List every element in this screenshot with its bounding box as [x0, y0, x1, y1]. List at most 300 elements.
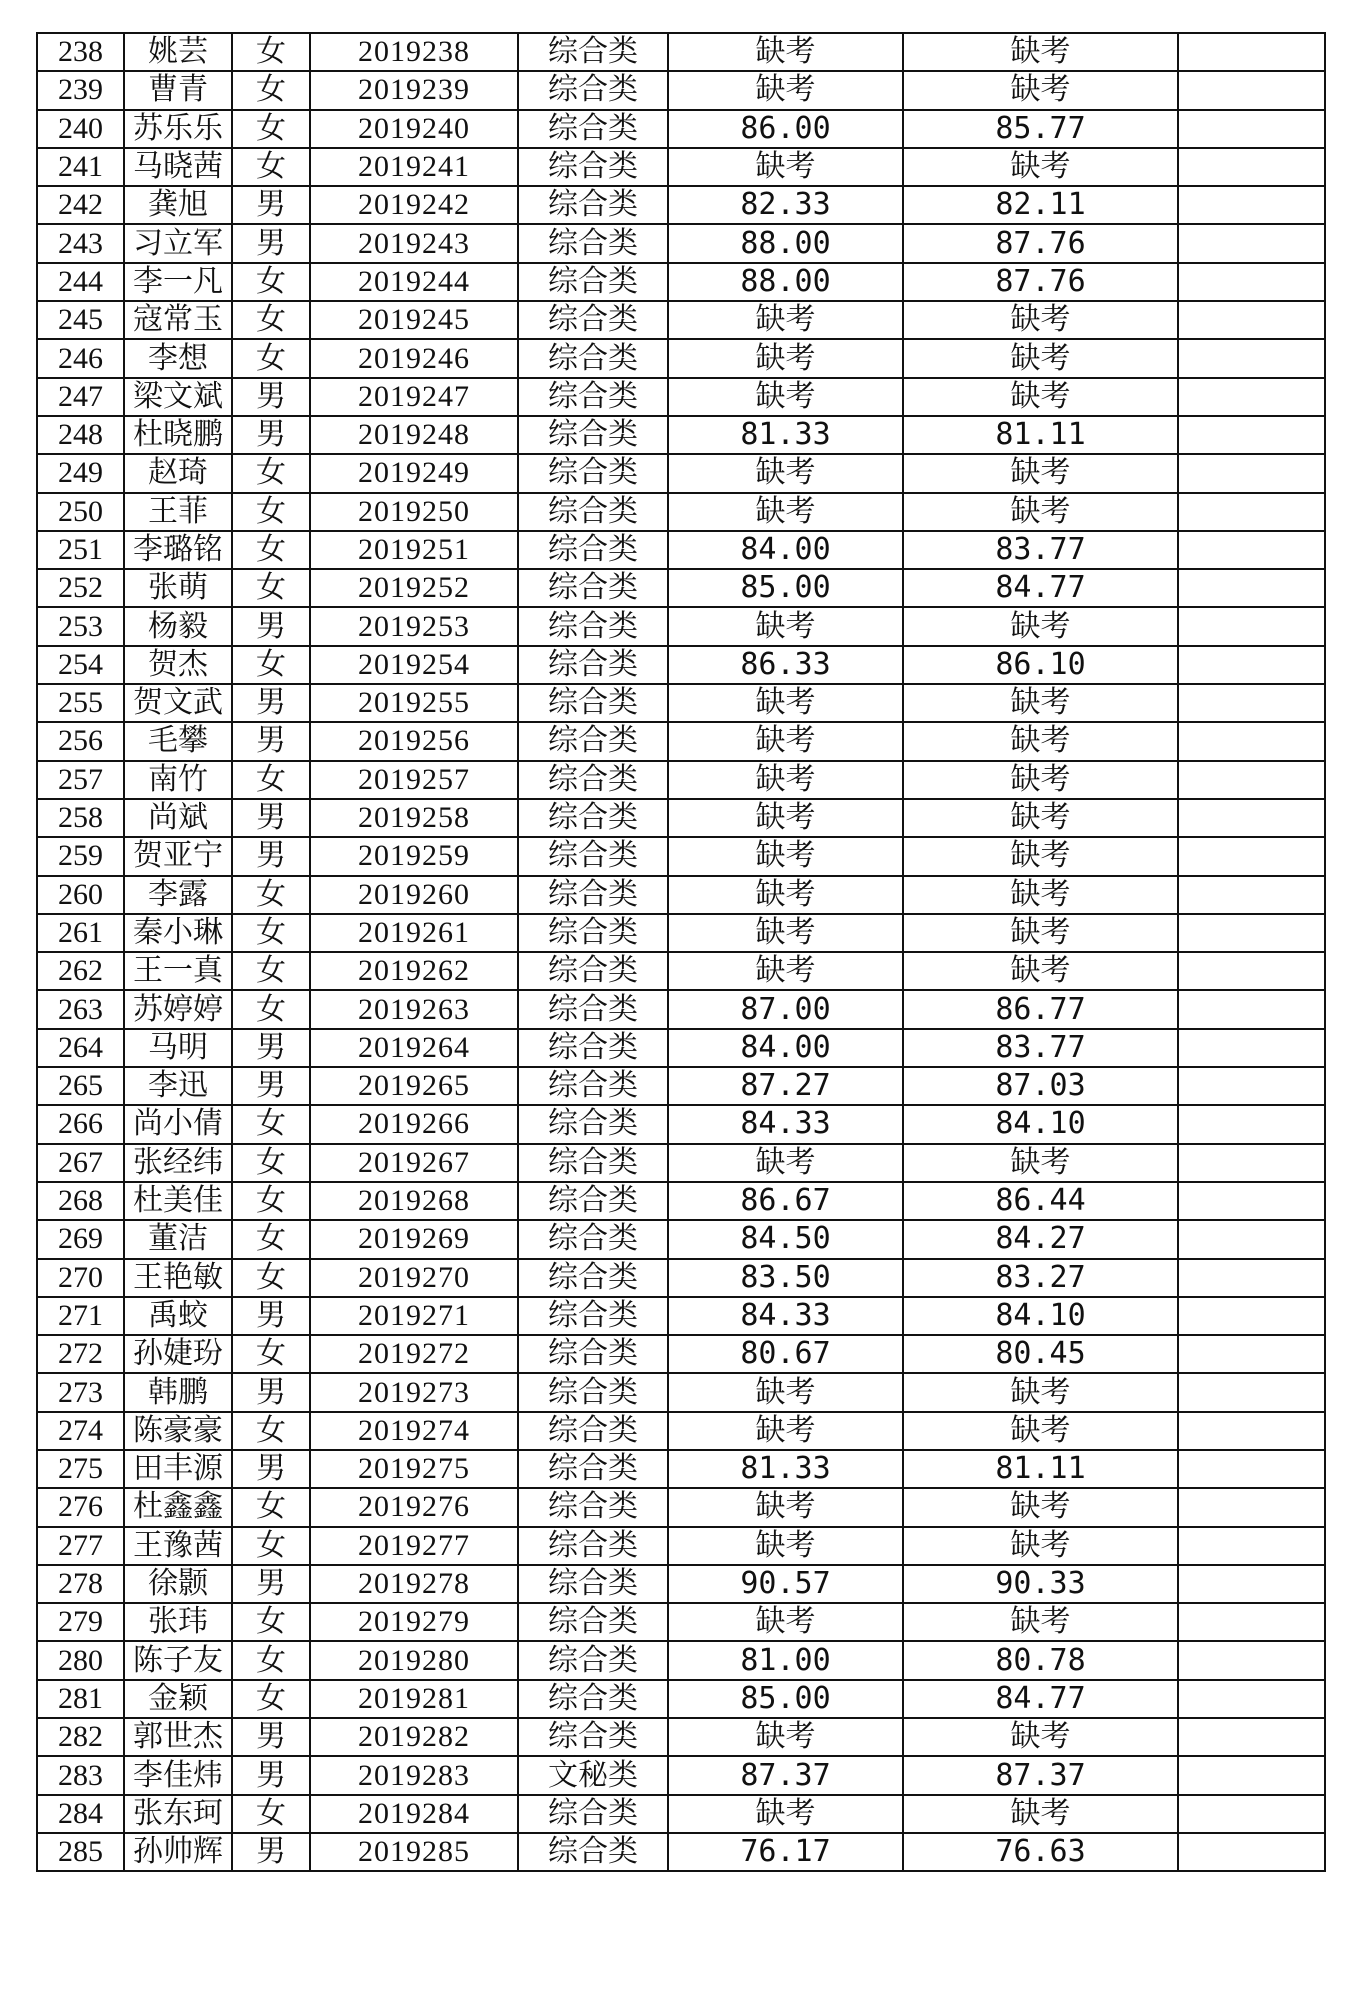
remark-cell: [1178, 1603, 1325, 1641]
table-row: [37, 1795, 1325, 1833]
remark-cell: [1178, 1756, 1325, 1794]
gender-cell: 男: [232, 1718, 310, 1756]
table-row: [37, 378, 1325, 416]
remark-cell: [1178, 339, 1325, 377]
table-row: [37, 1105, 1325, 1143]
exam-id-cell: 2019272: [310, 1335, 518, 1373]
score-cell: 85.00: [668, 569, 903, 607]
final-score-cell: 85.77: [903, 110, 1178, 148]
exam-id-cell: 2019252: [310, 569, 518, 607]
exam-id-cell: 2019260: [310, 876, 518, 914]
score-cell: 缺考: [668, 71, 903, 109]
gender-cell: 女: [232, 1259, 310, 1297]
category-cell: 综合类: [518, 493, 668, 531]
name-cell: 习立军: [124, 224, 232, 262]
row-number-cell: 251: [37, 531, 124, 569]
final-score-cell: 缺考: [903, 876, 1178, 914]
name-cell: 毛攀: [124, 722, 232, 760]
exam-id-cell: 2019270: [310, 1259, 518, 1297]
score-cell: 缺考: [668, 301, 903, 339]
category-cell: 综合类: [518, 224, 668, 262]
score-cell: 缺考: [668, 722, 903, 760]
final-score-cell: 87.03: [903, 1067, 1178, 1105]
name-cell: 禹蛟: [124, 1297, 232, 1335]
score-cell: 90.57: [668, 1565, 903, 1603]
name-cell: 金颖: [124, 1680, 232, 1718]
name-cell: 苏乐乐: [124, 110, 232, 148]
table-row: [37, 110, 1325, 148]
name-cell: 张经纬: [124, 1144, 232, 1182]
score-cell: 82.33: [668, 186, 903, 224]
score-cell: 缺考: [668, 799, 903, 837]
table-row: [37, 1680, 1325, 1718]
name-cell: 苏婷婷: [124, 990, 232, 1028]
row-number-cell: 268: [37, 1182, 124, 1220]
final-score-cell: 缺考: [903, 148, 1178, 186]
remark-cell: [1178, 799, 1325, 837]
final-score-cell: 82.11: [903, 186, 1178, 224]
remark-cell: [1178, 110, 1325, 148]
row-number-cell: 277: [37, 1527, 124, 1565]
table-row: [37, 799, 1325, 837]
score-cell: 86.33: [668, 646, 903, 684]
exam-id-cell: 2019285: [310, 1833, 518, 1871]
gender-cell: 女: [232, 952, 310, 990]
name-cell: 李迅: [124, 1067, 232, 1105]
name-cell: 郭世杰: [124, 1718, 232, 1756]
name-cell: 董洁: [124, 1220, 232, 1258]
exam-id-cell: 2019284: [310, 1795, 518, 1833]
exam-id-cell: 2019277: [310, 1527, 518, 1565]
remark-cell: [1178, 1220, 1325, 1258]
category-cell: 综合类: [518, 1527, 668, 1565]
category-cell: 综合类: [518, 722, 668, 760]
row-number-cell: 275: [37, 1450, 124, 1488]
row-number-cell: 271: [37, 1297, 124, 1335]
gender-cell: 女: [232, 876, 310, 914]
row-number-cell: 266: [37, 1105, 124, 1143]
remark-cell: [1178, 1450, 1325, 1488]
score-cell: 81.33: [668, 1450, 903, 1488]
score-cell: 76.17: [668, 1833, 903, 1871]
row-number-cell: 238: [37, 33, 124, 71]
exam-id-cell: 2019262: [310, 952, 518, 990]
gender-cell: 女: [232, 531, 310, 569]
remark-cell: [1178, 1067, 1325, 1105]
name-cell: 王菲: [124, 493, 232, 531]
category-cell: 综合类: [518, 1259, 668, 1297]
gender-cell: 女: [232, 1488, 310, 1526]
score-cell: 缺考: [668, 761, 903, 799]
name-cell: 田丰源: [124, 1450, 232, 1488]
row-number-cell: 250: [37, 493, 124, 531]
gender-cell: 女: [232, 1182, 310, 1220]
gender-cell: 女: [232, 1603, 310, 1641]
name-cell: 寇常玉: [124, 301, 232, 339]
table-row: [37, 990, 1325, 1028]
row-number-cell: 257: [37, 761, 124, 799]
name-cell: 韩鹏: [124, 1373, 232, 1411]
remark-cell: [1178, 1795, 1325, 1833]
gender-cell: 女: [232, 263, 310, 301]
score-cell: 84.00: [668, 531, 903, 569]
category-cell: 综合类: [518, 454, 668, 492]
category-cell: 综合类: [518, 1373, 668, 1411]
name-cell: 张萌: [124, 569, 232, 607]
row-number-cell: 267: [37, 1144, 124, 1182]
remark-cell: [1178, 569, 1325, 607]
name-cell: 陈豪豪: [124, 1412, 232, 1450]
name-cell: 龚旭: [124, 186, 232, 224]
gender-cell: 女: [232, 339, 310, 377]
gender-cell: 女: [232, 110, 310, 148]
remark-cell: [1178, 1718, 1325, 1756]
row-number-cell: 254: [37, 646, 124, 684]
gender-cell: 女: [232, 569, 310, 607]
remark-cell: [1178, 33, 1325, 71]
exam-id-cell: 2019261: [310, 914, 518, 952]
exam-id-cell: 2019263: [310, 990, 518, 1028]
final-score-cell: 81.11: [903, 416, 1178, 454]
exam-id-cell: 2019240: [310, 110, 518, 148]
exam-id-cell: 2019278: [310, 1565, 518, 1603]
category-cell: 综合类: [518, 71, 668, 109]
exam-id-cell: 2019241: [310, 148, 518, 186]
gender-cell: 男: [232, 1756, 310, 1794]
row-number-cell: 283: [37, 1756, 124, 1794]
category-cell: 综合类: [518, 684, 668, 722]
name-cell: 马明: [124, 1029, 232, 1067]
category-cell: 综合类: [518, 378, 668, 416]
score-cell: 84.33: [668, 1105, 903, 1143]
gender-cell: 男: [232, 1297, 310, 1335]
score-cell: 84.50: [668, 1220, 903, 1258]
row-number-cell: 263: [37, 990, 124, 1028]
final-score-cell: 缺考: [903, 33, 1178, 71]
table-row: [37, 876, 1325, 914]
gender-cell: 女: [232, 646, 310, 684]
exam-id-cell: 2019255: [310, 684, 518, 722]
score-cell: 缺考: [668, 148, 903, 186]
final-score-cell: 缺考: [903, 799, 1178, 837]
final-score-cell: 缺考: [903, 454, 1178, 492]
exam-id-cell: 2019276: [310, 1488, 518, 1526]
category-cell: 综合类: [518, 186, 668, 224]
remark-cell: [1178, 1680, 1325, 1718]
table-row: [37, 186, 1325, 224]
final-score-cell: 83.77: [903, 1029, 1178, 1067]
category-cell: 综合类: [518, 646, 668, 684]
exam-id-cell: 2019283: [310, 1756, 518, 1794]
row-number-cell: 280: [37, 1641, 124, 1679]
remark-cell: [1178, 186, 1325, 224]
remark-cell: [1178, 1259, 1325, 1297]
name-cell: 王豫茜: [124, 1527, 232, 1565]
table-row: [37, 914, 1325, 952]
row-number-cell: 249: [37, 454, 124, 492]
final-score-cell: 缺考: [903, 837, 1178, 875]
remark-cell: [1178, 493, 1325, 531]
score-cell: 85.00: [668, 1680, 903, 1718]
final-score-cell: 缺考: [903, 722, 1178, 760]
final-score-cell: 缺考: [903, 71, 1178, 109]
row-number-cell: 242: [37, 186, 124, 224]
category-cell: 综合类: [518, 761, 668, 799]
category-cell: 综合类: [518, 1335, 668, 1373]
score-cell: 缺考: [668, 378, 903, 416]
name-cell: 杨毅: [124, 607, 232, 645]
row-number-cell: 259: [37, 837, 124, 875]
exam-id-cell: 2019280: [310, 1641, 518, 1679]
category-cell: 综合类: [518, 1603, 668, 1641]
category-cell: 综合类: [518, 952, 668, 990]
table-row: [37, 952, 1325, 990]
gender-cell: 男: [232, 607, 310, 645]
table-row: [37, 1565, 1325, 1603]
exam-id-cell: 2019258: [310, 799, 518, 837]
row-number-cell: 284: [37, 1795, 124, 1833]
name-cell: 李佳炜: [124, 1756, 232, 1794]
gender-cell: 男: [232, 684, 310, 722]
row-number-cell: 243: [37, 224, 124, 262]
category-cell: 综合类: [518, 339, 668, 377]
remark-cell: [1178, 1105, 1325, 1143]
category-cell: 综合类: [518, 1641, 668, 1679]
remark-cell: [1178, 1488, 1325, 1526]
final-score-cell: 缺考: [903, 1412, 1178, 1450]
remark-cell: [1178, 684, 1325, 722]
final-score-cell: 86.10: [903, 646, 1178, 684]
table-row: [37, 684, 1325, 722]
final-score-cell: 缺考: [903, 761, 1178, 799]
table-row: [37, 837, 1325, 875]
gender-cell: 女: [232, 1680, 310, 1718]
final-score-cell: 缺考: [903, 607, 1178, 645]
name-cell: 贺杰: [124, 646, 232, 684]
name-cell: 曹青: [124, 71, 232, 109]
category-cell: 综合类: [518, 1450, 668, 1488]
final-score-cell: 缺考: [903, 1144, 1178, 1182]
final-score-cell: 缺考: [903, 1373, 1178, 1411]
remark-cell: [1178, 1412, 1325, 1450]
gender-cell: 女: [232, 1144, 310, 1182]
remark-cell: [1178, 378, 1325, 416]
remark-cell: [1178, 952, 1325, 990]
final-score-cell: 缺考: [903, 1488, 1178, 1526]
score-cell: 缺考: [668, 339, 903, 377]
final-score-cell: 87.76: [903, 263, 1178, 301]
category-cell: 综合类: [518, 1220, 668, 1258]
remark-cell: [1178, 837, 1325, 875]
table-row: [37, 454, 1325, 492]
remark-cell: [1178, 1029, 1325, 1067]
remark-cell: [1178, 263, 1325, 301]
remark-cell: [1178, 646, 1325, 684]
final-score-cell: 缺考: [903, 1718, 1178, 1756]
row-number-cell: 241: [37, 148, 124, 186]
row-number-cell: 273: [37, 1373, 124, 1411]
table-row: [37, 263, 1325, 301]
gender-cell: 男: [232, 224, 310, 262]
score-cell: 86.67: [668, 1182, 903, 1220]
exam-id-cell: 2019251: [310, 531, 518, 569]
row-number-cell: 274: [37, 1412, 124, 1450]
table-row: [37, 1527, 1325, 1565]
table-row: [37, 761, 1325, 799]
row-number-cell: 252: [37, 569, 124, 607]
exam-id-cell: 2019282: [310, 1718, 518, 1756]
exam-id-cell: 2019247: [310, 378, 518, 416]
score-cell: 缺考: [668, 1373, 903, 1411]
category-cell: 综合类: [518, 837, 668, 875]
gender-cell: 男: [232, 1029, 310, 1067]
score-cell: 缺考: [668, 493, 903, 531]
remark-cell: [1178, 914, 1325, 952]
score-cell: 缺考: [668, 1603, 903, 1641]
gender-cell: 女: [232, 301, 310, 339]
remark-cell: [1178, 1373, 1325, 1411]
gender-cell: 女: [232, 454, 310, 492]
score-cell: 87.27: [668, 1067, 903, 1105]
exam-id-cell: 2019257: [310, 761, 518, 799]
category-cell: 综合类: [518, 1067, 668, 1105]
gender-cell: 女: [232, 990, 310, 1028]
gender-cell: 女: [232, 1795, 310, 1833]
gender-cell: 女: [232, 493, 310, 531]
exam-id-cell: 2019275: [310, 1450, 518, 1488]
exam-id-cell: 2019238: [310, 33, 518, 71]
exam-id-cell: 2019271: [310, 1297, 518, 1335]
gender-cell: 男: [232, 1833, 310, 1871]
table-row: [37, 569, 1325, 607]
table-row: [37, 1641, 1325, 1679]
score-cell: 87.00: [668, 990, 903, 1028]
table-row: [37, 1182, 1325, 1220]
remark-cell: [1178, 531, 1325, 569]
table-row: [37, 1603, 1325, 1641]
final-score-cell: 缺考: [903, 1527, 1178, 1565]
final-score-cell: 缺考: [903, 914, 1178, 952]
row-number-cell: 281: [37, 1680, 124, 1718]
remark-cell: [1178, 990, 1325, 1028]
table-row: [37, 722, 1325, 760]
row-number-cell: 272: [37, 1335, 124, 1373]
exam-id-cell: 2019259: [310, 837, 518, 875]
table-row: [37, 493, 1325, 531]
gender-cell: 女: [232, 148, 310, 186]
remark-cell: [1178, 71, 1325, 109]
gender-cell: 男: [232, 1450, 310, 1488]
row-number-cell: 261: [37, 914, 124, 952]
row-number-cell: 240: [37, 110, 124, 148]
exam-id-cell: 2019264: [310, 1029, 518, 1067]
final-score-cell: 缺考: [903, 378, 1178, 416]
final-score-cell: 84.10: [903, 1297, 1178, 1335]
final-score-cell: 缺考: [903, 493, 1178, 531]
score-cell: 81.33: [668, 416, 903, 454]
category-cell: 综合类: [518, 990, 668, 1028]
name-cell: 孙婕玢: [124, 1335, 232, 1373]
row-number-cell: 244: [37, 263, 124, 301]
score-cell: 88.00: [668, 224, 903, 262]
row-number-cell: 285: [37, 1833, 124, 1871]
table-row: [37, 1335, 1325, 1373]
category-cell: 综合类: [518, 876, 668, 914]
score-cell: 缺考: [668, 914, 903, 952]
exam-id-cell: 2019268: [310, 1182, 518, 1220]
category-cell: 综合类: [518, 33, 668, 71]
final-score-cell: 76.63: [903, 1833, 1178, 1871]
score-cell: 缺考: [668, 1412, 903, 1450]
row-number-cell: 279: [37, 1603, 124, 1641]
category-cell: 综合类: [518, 799, 668, 837]
remark-cell: [1178, 607, 1325, 645]
exam-id-cell: 2019274: [310, 1412, 518, 1450]
category-cell: 综合类: [518, 1833, 668, 1871]
row-number-cell: 270: [37, 1259, 124, 1297]
row-number-cell: 258: [37, 799, 124, 837]
score-cell: 缺考: [668, 1527, 903, 1565]
score-cell: 81.00: [668, 1641, 903, 1679]
category-cell: 综合类: [518, 1144, 668, 1182]
exam-id-cell: 2019245: [310, 301, 518, 339]
gender-cell: 男: [232, 722, 310, 760]
exam-id-cell: 2019273: [310, 1373, 518, 1411]
remark-cell: [1178, 416, 1325, 454]
exam-id-cell: 2019265: [310, 1067, 518, 1105]
category-cell: 综合类: [518, 110, 668, 148]
row-number-cell: 265: [37, 1067, 124, 1105]
remark-cell: [1178, 1182, 1325, 1220]
gender-cell: 女: [232, 33, 310, 71]
exam-id-cell: 2019254: [310, 646, 518, 684]
name-cell: 尚斌: [124, 799, 232, 837]
exam-id-cell: 2019250: [310, 493, 518, 531]
score-cell: 80.67: [668, 1335, 903, 1373]
remark-cell: [1178, 1144, 1325, 1182]
gender-cell: 女: [232, 1527, 310, 1565]
score-cell: 84.00: [668, 1029, 903, 1067]
final-score-cell: 缺考: [903, 1603, 1178, 1641]
table-row: [37, 71, 1325, 109]
exam-id-cell: 2019244: [310, 263, 518, 301]
score-cell: 84.33: [668, 1297, 903, 1335]
final-score-cell: 86.77: [903, 990, 1178, 1028]
name-cell: 李一凡: [124, 263, 232, 301]
row-number-cell: 256: [37, 722, 124, 760]
remark-cell: [1178, 761, 1325, 799]
name-cell: 李想: [124, 339, 232, 377]
category-cell: 综合类: [518, 1182, 668, 1220]
exam-id-cell: 2019267: [310, 1144, 518, 1182]
row-number-cell: 247: [37, 378, 124, 416]
final-score-cell: 83.27: [903, 1259, 1178, 1297]
remark-cell: [1178, 224, 1325, 262]
category-cell: 综合类: [518, 416, 668, 454]
table-row: [37, 1718, 1325, 1756]
gender-cell: 男: [232, 1373, 310, 1411]
category-cell: 综合类: [518, 1412, 668, 1450]
score-cell: 缺考: [668, 1488, 903, 1526]
remark-cell: [1178, 301, 1325, 339]
name-cell: 李璐铭: [124, 531, 232, 569]
gender-cell: 男: [232, 416, 310, 454]
exam-id-cell: 2019266: [310, 1105, 518, 1143]
final-score-cell: 87.76: [903, 224, 1178, 262]
final-score-cell: 缺考: [903, 952, 1178, 990]
name-cell: 王一真: [124, 952, 232, 990]
exam-id-cell: 2019239: [310, 71, 518, 109]
